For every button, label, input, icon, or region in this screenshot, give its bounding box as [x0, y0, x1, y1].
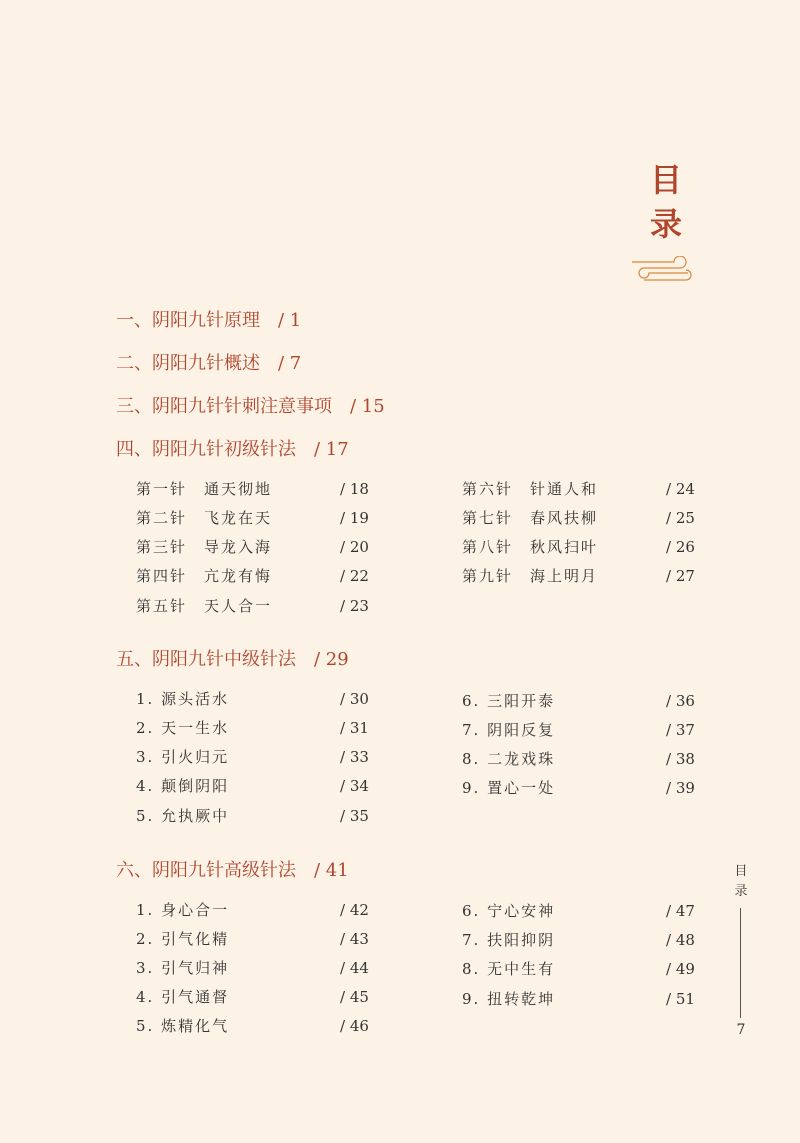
toc-entry[interactable] [136, 746, 369, 768]
needle-name: 天人合一 [204, 597, 273, 615]
entry-page: / 18 [340, 480, 369, 498]
page-number: 7 [736, 1022, 746, 1038]
technique-name: 1. 身心合一 [136, 901, 230, 919]
needle-number: 第六针 [462, 480, 514, 498]
entry-page: / 48 [666, 931, 695, 949]
entry-page: / 33 [340, 748, 369, 766]
needle-name: 海上明月 [530, 567, 599, 585]
toc-entry[interactable] [136, 536, 369, 558]
chapter-label: 六、阴阳九针高级针法 [116, 860, 296, 881]
toc-entry[interactable] [136, 928, 369, 950]
entry-page: / 43 [340, 930, 369, 948]
technique-name: 2. 天一生水 [136, 719, 230, 737]
entry-page: / 27 [666, 567, 695, 585]
toc-entry[interactable] [462, 536, 695, 558]
toc-entry[interactable] [462, 478, 695, 500]
technique-name: 3. 引火归元 [136, 748, 230, 766]
entry-page: / 24 [666, 480, 695, 498]
technique-name: 9. 扭转乾坤 [462, 990, 556, 1008]
technique-name: 7. 阴阳反复 [462, 721, 556, 739]
cloud-ornament-icon [630, 256, 694, 286]
technique-name: 8. 无中生有 [462, 960, 556, 978]
needle-number: 第七针 [462, 509, 514, 527]
chapter-page: / 1 [278, 310, 302, 331]
toc-entry[interactable] [136, 986, 369, 1008]
toc-entry[interactable] [462, 690, 695, 712]
chapter-page: / 17 [314, 439, 349, 460]
chapter-page: / 29 [314, 649, 349, 670]
toc-entry[interactable] [462, 929, 695, 951]
chapter-label: 五、阴阳九针中级针法 [116, 649, 296, 670]
toc-entry[interactable] [136, 1015, 369, 1037]
needle-name: 导龙入海 [204, 538, 273, 556]
toc-entry[interactable] [136, 957, 369, 979]
chapter-label: 二、阴阳九针概述 [116, 353, 260, 374]
chapter-label: 四、阴阳九针初级针法 [116, 439, 296, 460]
entry-page: / 47 [666, 902, 695, 920]
toc-entry[interactable] [136, 775, 369, 797]
entry-page: / 23 [340, 597, 369, 615]
needle-number: 第一针 [136, 480, 188, 498]
running-header-char: 录 [734, 884, 748, 899]
needle-name: 通天彻地 [204, 480, 273, 498]
entry-page: / 30 [340, 690, 369, 708]
toc-entry[interactable] [136, 478, 369, 500]
needle-name: 飞龙在天 [204, 509, 273, 527]
technique-name: 1. 源头活水 [136, 690, 230, 708]
needle-number: 第五针 [136, 597, 188, 615]
entry-page: / 46 [340, 1017, 369, 1035]
page-title [646, 158, 686, 246]
entry-page: / 31 [340, 719, 369, 737]
toc-entry[interactable] [136, 899, 369, 921]
entry-page: / 34 [340, 777, 369, 795]
toc-entry[interactable] [136, 595, 369, 617]
entry-page: / 25 [666, 509, 695, 527]
toc-entry[interactable] [136, 565, 369, 587]
technique-name: 4. 引气通督 [136, 988, 230, 1006]
chapter-page: / 15 [350, 396, 385, 417]
toc-entry[interactable] [462, 988, 695, 1010]
entry-page: / 38 [666, 750, 695, 768]
entry-page: / 51 [666, 990, 695, 1008]
running-header [733, 862, 749, 902]
divider [740, 908, 741, 1018]
toc-entry[interactable] [462, 777, 695, 799]
toc-entry[interactable] [136, 805, 369, 827]
needle-number: 第八针 [462, 538, 514, 556]
chapter-6[interactable] [116, 856, 349, 882]
toc-entry[interactable] [462, 507, 695, 529]
entry-page: / 36 [666, 692, 695, 710]
running-header-char: 目 [734, 864, 748, 879]
needle-name: 针通人和 [530, 480, 599, 498]
entry-page: / 39 [666, 779, 695, 797]
technique-name: 9. 置心一处 [462, 779, 556, 797]
needle-name: 春风扶柳 [530, 509, 599, 527]
toc-entry[interactable] [136, 507, 369, 529]
chapter-4[interactable] [116, 435, 349, 461]
chapter-1[interactable] [116, 306, 301, 332]
technique-name: 2. 引气化精 [136, 930, 230, 948]
chapter-page: / 41 [314, 860, 349, 881]
technique-name: 4. 颠倒阴阳 [136, 777, 230, 795]
toc-entry[interactable] [136, 688, 369, 710]
chapter-label: 一、阴阳九针原理 [116, 310, 260, 331]
toc-entry[interactable] [462, 719, 695, 741]
title-char-2: 录 [649, 205, 682, 243]
needle-name: 秋风扫叶 [530, 538, 599, 556]
toc-entry[interactable] [462, 958, 695, 980]
entry-page: / 20 [340, 538, 369, 556]
entry-page: / 19 [340, 509, 369, 527]
needle-number: 第三针 [136, 538, 188, 556]
toc-entry[interactable] [462, 900, 695, 922]
entry-page: / 26 [666, 538, 695, 556]
needle-name: 亢龙有悔 [204, 567, 273, 585]
technique-name: 5. 炼精化气 [136, 1017, 230, 1035]
technique-name: 6. 三阳开泰 [462, 692, 556, 710]
toc-entry[interactable] [462, 748, 695, 770]
entry-page: / 49 [666, 960, 695, 978]
chapter-3[interactable] [116, 392, 385, 418]
entry-page: / 44 [340, 959, 369, 977]
technique-name: 5. 允执厥中 [136, 807, 230, 825]
technique-name: 7. 扶阳抑阴 [462, 931, 556, 949]
needle-number: 第四针 [136, 567, 188, 585]
entry-page: / 35 [340, 807, 369, 825]
entry-page: / 42 [340, 901, 369, 919]
technique-name: 8. 二龙戏珠 [462, 750, 556, 768]
chapter-page: / 7 [278, 353, 302, 374]
title-char-1: 目 [649, 161, 682, 199]
entry-page: / 45 [340, 988, 369, 1006]
toc-entry[interactable] [136, 717, 369, 739]
technique-name: 3. 引气归神 [136, 959, 230, 977]
chapter-5[interactable] [116, 645, 349, 671]
needle-number: 第二针 [136, 509, 188, 527]
toc-entry[interactable] [462, 565, 695, 587]
technique-name: 6. 宁心安神 [462, 902, 556, 920]
chapter-2[interactable] [116, 349, 301, 375]
entry-page: / 37 [666, 721, 695, 739]
chapter-label: 三、阴阳九针针刺注意事项 [116, 396, 332, 417]
needle-number: 第九针 [462, 567, 514, 585]
entry-page: / 22 [340, 567, 369, 585]
